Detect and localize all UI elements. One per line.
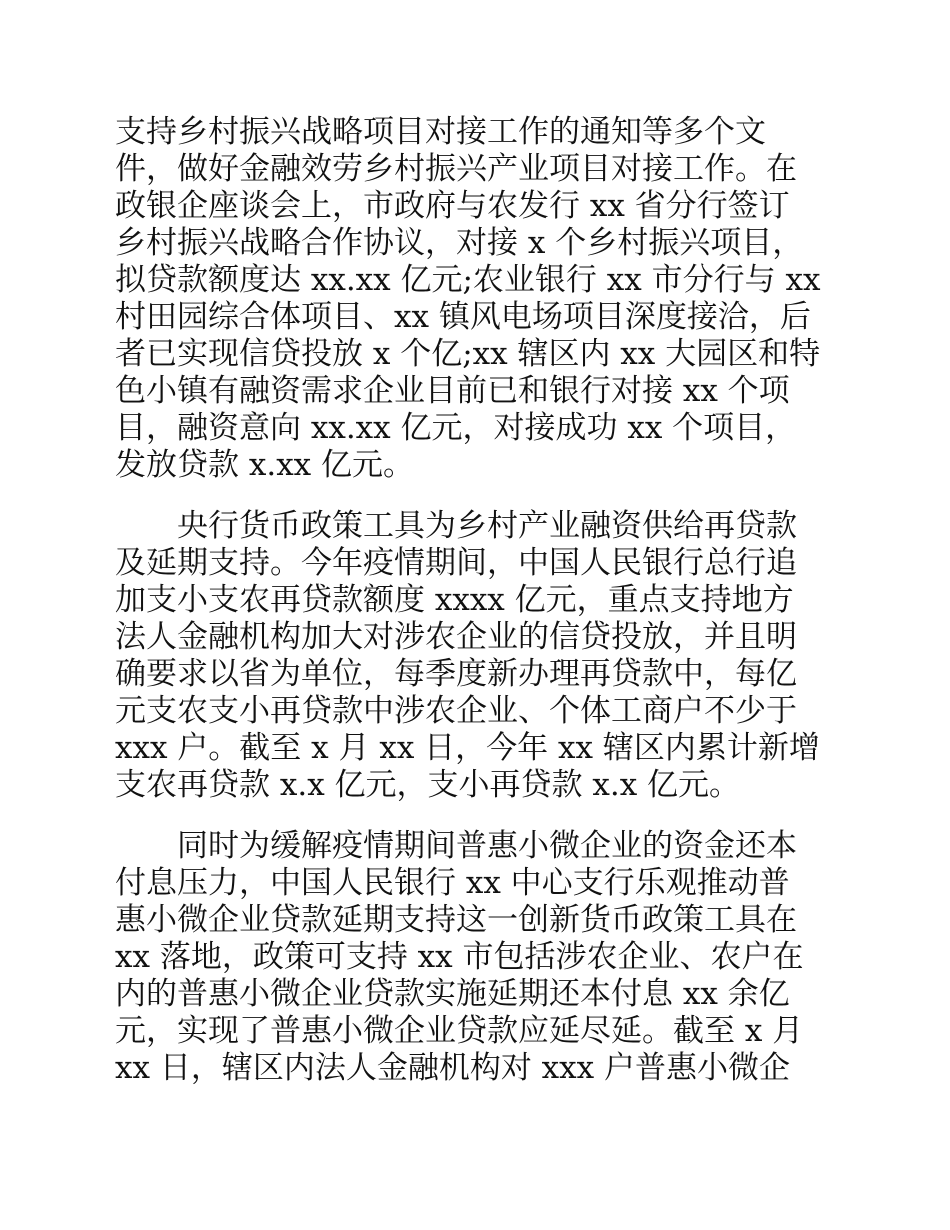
text-line: 惠小微企业贷款延期支持这一创新货币政策工具在 — [115, 902, 797, 938]
text-line: 及延期支持。今年疫情期间，中国人民银行总行追 — [115, 545, 797, 581]
text-line: xx 落地，政策可支持 xx 市包括涉农企业、农户在 — [115, 939, 804, 975]
text-line: 支持乡村振兴战略项目对接工作的通知等多个文 — [115, 114, 766, 150]
paragraph-spacer — [115, 804, 835, 828]
text-line: 同时为缓解疫情期间普惠小微企业的资金还本 — [115, 828, 797, 864]
text-line: 央行货币政策工具为乡村产业融资供给再贷款 — [115, 508, 797, 544]
text-line: 件，做好金融效劳乡村振兴产业项目对接工作。在 — [115, 151, 797, 187]
paragraph-3 — [115, 828, 835, 1087]
text-line: 乡村振兴战略合作协议，对接 x 个乡村振兴项目， — [115, 225, 804, 261]
text-line: 元，实现了普惠小微企业贷款应延尽延。截至 x 月 — [115, 1013, 804, 1049]
text-line: 色小镇有融资需求企业目前已和银行对接 xx 个项 — [115, 373, 790, 409]
text-line: 内的普惠小微企业贷款实施延期还本付息 xx 余亿 — [115, 976, 790, 1012]
text-line: 拟贷款额度达 xx.xx 亿元;农业银行 xx 市分行与 xx — [115, 262, 821, 298]
paragraph-2 — [115, 508, 835, 804]
text-line: 发放贷款 x.xx 亿元。 — [115, 447, 415, 483]
text-line: 确要求以省为单位，每季度新办理再贷款中，每亿 — [115, 656, 797, 692]
document-body — [115, 114, 835, 1087]
text-line: 支农再贷款 x.x 亿元，支小再贷款 x.x 亿元。 — [115, 767, 741, 803]
text-line: 村田园综合体项目、xx 镇风电场项目深度接洽，后 — [115, 299, 811, 335]
text-line: 政银企座谈会上，市政府与农发行 xx 省分行签订 — [115, 188, 790, 224]
text-line: xxx 户。截至 x 月 xx 日，今年 xx 辖区内累计新增 — [115, 730, 820, 766]
text-line: 元支农支小再贷款中涉农企业、个体工商户不少于 — [115, 693, 797, 729]
text-line: 加支小支农再贷款额度 xxxx 亿元，重点支持地方 — [115, 582, 794, 618]
text-line: xx 日，辖区内法人金融机构对 xxx 户普惠小微企 — [115, 1050, 790, 1086]
text-line: 者已实现信贷投放 x 个亿;xx 辖区内 xx 大园区和特 — [115, 336, 821, 372]
text-line: 法人金融机构加大对涉农企业的信贷投放，并且明 — [115, 619, 797, 655]
paragraph-spacer — [115, 484, 835, 508]
text-line: 目，融资意向 xx.xx 亿元，对接成功 xx 个项目， — [115, 410, 797, 446]
paragraph-1 — [115, 114, 835, 484]
text-line: 付息压力，中国人民银行 xx 中心支行乐观推动普 — [115, 865, 790, 901]
